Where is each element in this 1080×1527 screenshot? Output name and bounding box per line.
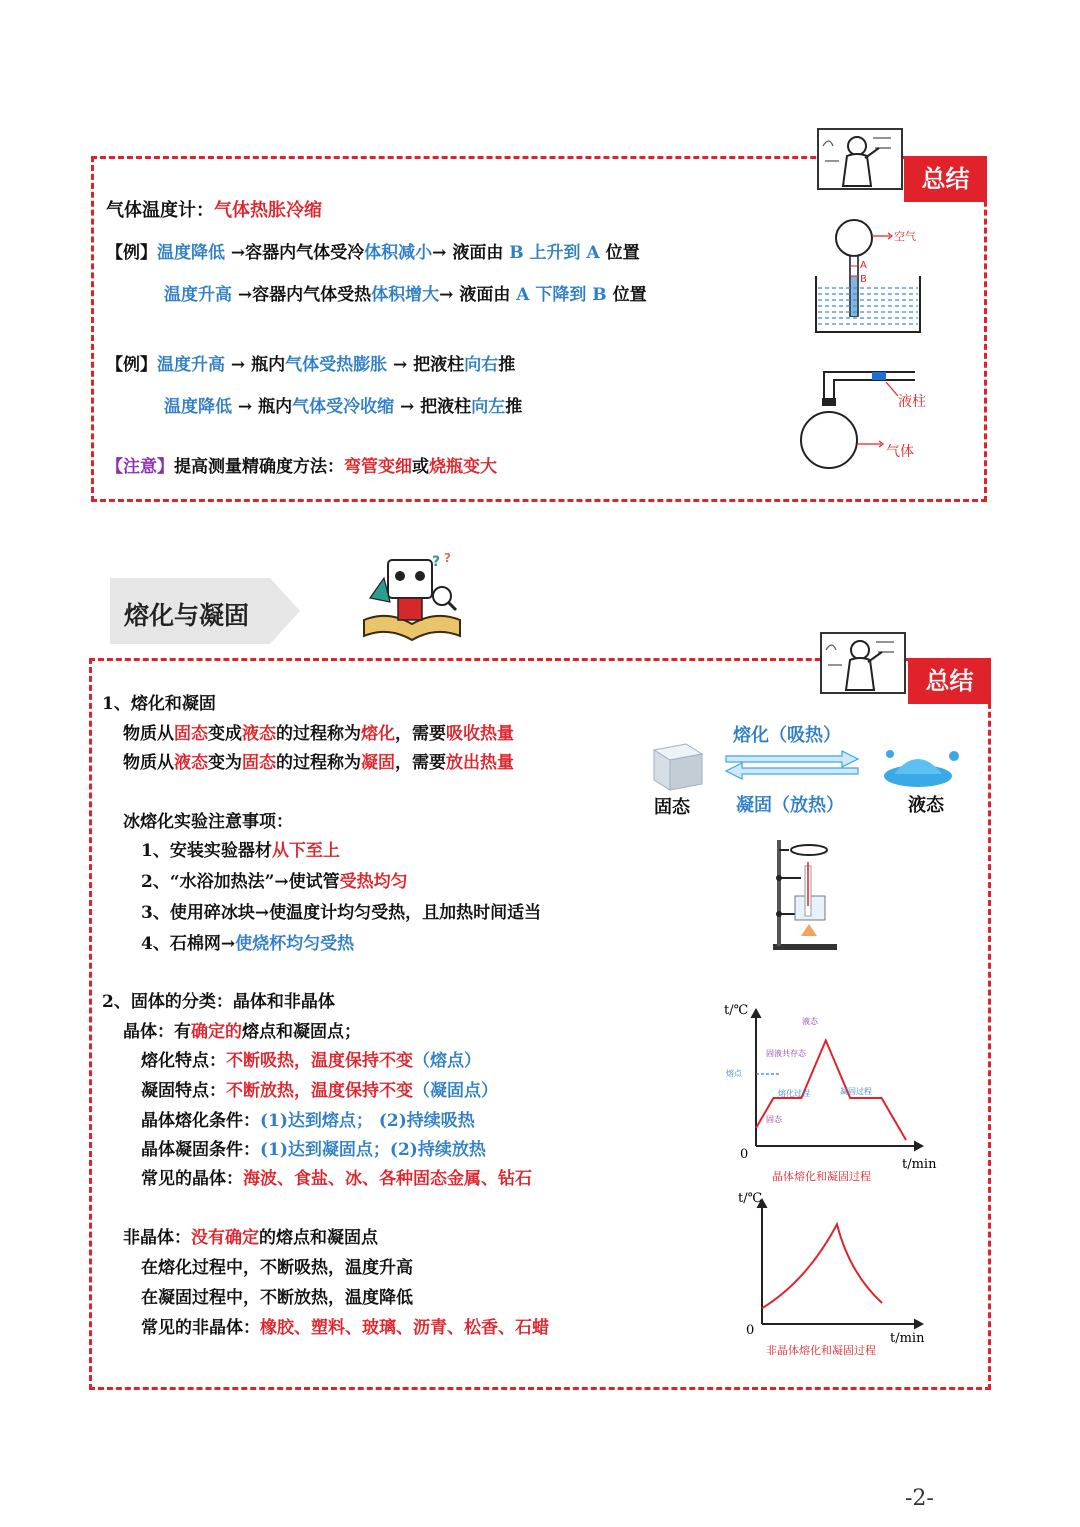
ex-cause: 温度升高	[157, 355, 225, 375]
hl: 液态	[174, 753, 208, 773]
note-a: 弯管变细	[344, 457, 412, 477]
column-label: 液柱	[898, 394, 926, 410]
origin-label: 0	[746, 1323, 755, 1338]
ex-effect: 体积减小	[364, 243, 433, 263]
hl: 受热均匀	[339, 872, 408, 892]
ex-tail: 位置	[605, 243, 640, 263]
section-title-wrap	[110, 578, 300, 644]
hl: 不断放热，温度保持不变	[226, 1081, 413, 1101]
txt: 4、石棉网→	[141, 934, 236, 954]
gas-label: 气体	[886, 444, 914, 460]
ex-step: → 瓶内	[237, 397, 293, 417]
txt: 熔化特点：	[141, 1051, 226, 1071]
hl: (1)达到熔点； (2)持续吸热	[260, 1111, 475, 1131]
gas-thermometer-heading	[106, 199, 322, 223]
txt: 的过程称为	[276, 724, 361, 744]
annot-melting: 熔化过程	[778, 1089, 810, 1098]
ex-step: → 瓶内	[230, 355, 286, 375]
chart-title: 非晶体熔化和凝固过程	[766, 1344, 876, 1357]
freeze-text: 凝固（放热）	[736, 795, 844, 816]
chart-title: 晶体熔化和凝固过程	[772, 1170, 871, 1183]
hl: 橡胶、塑料、玻璃、沥青、松香、石蜡	[260, 1318, 549, 1338]
ice-note-3	[141, 901, 541, 925]
note-row	[106, 455, 497, 479]
amorphous-def	[123, 1226, 378, 1250]
ex-step: → 把液柱	[400, 397, 472, 417]
txt: 变为	[208, 753, 242, 773]
svg-text:?: ?	[444, 551, 451, 565]
ice-note-2	[141, 870, 408, 894]
page-number: -2-	[905, 1486, 934, 1511]
hl: 液态	[242, 724, 276, 744]
hl: (1)达到凝固点；(2)持续放热	[260, 1140, 486, 1160]
ice-note-4	[141, 932, 354, 956]
annot-melting-point: 熔点	[726, 1069, 742, 1078]
txt: 的过程称为	[276, 753, 361, 773]
amorphous-freeze: 在凝固过程中，不断放热，温度降低	[141, 1288, 413, 1308]
ice-note-1	[141, 839, 340, 863]
water-bath-apparatus	[765, 836, 845, 954]
x-axis-label: t/min	[902, 1157, 937, 1172]
ex-cause: 温度降低	[164, 397, 232, 417]
svg-text:?: ?	[432, 554, 441, 570]
txt: 常见的非晶体：	[141, 1318, 260, 1338]
ice-exp-title: 冰熔化实验注意事项：	[123, 812, 293, 832]
txt: 常见的晶体：	[141, 1169, 243, 1189]
ex-cause: 温度降低	[157, 243, 225, 263]
hl: 确定的	[191, 1022, 242, 1042]
note-tag: 【注意】	[106, 457, 174, 477]
example2-row1	[106, 353, 515, 377]
txt: ，需要	[395, 724, 446, 744]
x-axis-label: t/min	[890, 1331, 925, 1346]
teacher-whiteboard-icon	[818, 630, 908, 700]
hl: 使烧杯均匀受热	[235, 934, 355, 954]
ex-result: A 下降到 B	[516, 285, 607, 305]
hl: 固态	[174, 724, 208, 744]
common-crystals	[141, 1167, 532, 1191]
txt: ，需要	[395, 753, 446, 773]
example-tag: 【例】	[106, 243, 157, 263]
example1-row2	[164, 283, 647, 307]
state-change-diagram	[640, 720, 980, 820]
txt: 物质从	[123, 753, 174, 773]
mark-a: A	[860, 260, 867, 271]
s1-title: 1、熔化和凝固	[102, 694, 216, 714]
heading-label: 气体温度计：	[106, 200, 214, 221]
flask-tube-diagram	[800, 352, 950, 477]
ex-step: →容器内气体受热	[237, 285, 372, 305]
hl: 不断吸热，温度保持不变	[226, 1051, 413, 1071]
common-amorphous	[141, 1316, 549, 1340]
txt: 2、“水浴加热法”→使试管	[141, 872, 340, 892]
hl: 从下至上	[271, 841, 340, 861]
teacher-whiteboard-icon	[815, 126, 905, 196]
hl: 放出热量	[446, 753, 514, 773]
summary-badge: 总结	[908, 658, 991, 704]
txt: 晶体：有	[123, 1022, 191, 1042]
example2-row2	[164, 395, 522, 419]
ex-tail: 位置	[612, 285, 647, 305]
hl: 吸收热量	[446, 724, 514, 744]
hl: 海波、食盐、冰、各种固态金属、钻石	[243, 1169, 532, 1189]
amorphous-melting-chart	[720, 1184, 950, 1364]
melt-label: 熔化（吸热）	[733, 725, 841, 746]
heading-value: 气体热胀冷缩	[214, 200, 322, 221]
txt: 变成	[208, 724, 242, 744]
liquid-label: 液态	[908, 795, 944, 816]
note-text: 提高测量精确度方法：	[174, 457, 344, 477]
gas-thermometer-diagram	[810, 216, 930, 336]
ex-step: → 把液柱	[393, 355, 465, 375]
solid-label: 固态	[654, 797, 690, 818]
ex-result: 向左	[471, 397, 506, 417]
ex-tail: 推	[505, 397, 523, 417]
water-lines	[818, 288, 918, 324]
freeze-condition	[141, 1138, 486, 1162]
hl: 熔化	[361, 724, 395, 744]
book-mascot-icon	[360, 550, 465, 645]
txt: 非晶体：	[123, 1228, 191, 1248]
ex-effect: 气体受热膨胀	[285, 355, 388, 375]
ex-step: → 液面由	[432, 243, 504, 263]
hl2: （凝固点）	[413, 1081, 498, 1101]
hl2: （熔点）	[413, 1051, 481, 1071]
water-drop-icon	[880, 744, 966, 790]
temperature-curve	[762, 1224, 882, 1308]
ex-result: 向右	[464, 355, 499, 375]
annot-liquid: 液态	[802, 1017, 818, 1026]
annot-freezing: 凝固过程	[840, 1087, 872, 1096]
section-title: 熔化与凝固	[124, 601, 250, 630]
annot-coexist: 固液共存态	[766, 1049, 806, 1058]
amorphous-melt: 在熔化过程中，不断吸热，温度升高	[141, 1258, 413, 1278]
y-axis-label: t/℃	[724, 1003, 749, 1018]
ex-effect: 体积增大	[371, 285, 440, 305]
note-or: 或	[412, 457, 429, 477]
annot-solid: 固态	[766, 1115, 782, 1124]
crystal-melting-chart	[720, 996, 950, 1186]
y-axis-label: t/℃	[738, 1191, 763, 1206]
ex-step: →容器内气体受冷	[230, 243, 365, 263]
ice-cube-icon	[646, 740, 706, 792]
txt: 晶体凝固条件：	[141, 1140, 260, 1160]
summary-badge: 总结	[904, 156, 987, 202]
mark-b: B	[860, 274, 867, 285]
txt: 3、使用碎冰块→使温度计均匀受热，且加热时间适当	[141, 903, 542, 923]
melt-condition	[141, 1109, 475, 1133]
txt: 物质从	[123, 724, 174, 744]
txt: 1、安装实验器材	[141, 841, 272, 861]
hl: 凝固	[361, 753, 395, 773]
hl: 固态	[242, 753, 276, 773]
example1-row1	[106, 241, 640, 265]
ex-effect: 气体受冷收缩	[292, 397, 395, 417]
crystal-def	[123, 1020, 361, 1044]
definition-melting	[123, 722, 514, 746]
hl: 没有确定	[191, 1228, 259, 1248]
air-label: 空气	[894, 230, 916, 243]
txt: 凝固特点：	[141, 1081, 226, 1101]
melt-feature	[141, 1049, 481, 1073]
note-b: 烧瓶变大	[429, 457, 497, 477]
definition-freezing	[123, 751, 514, 775]
ex-tail: 推	[498, 355, 516, 375]
ex-result: B 上升到 A	[509, 243, 600, 263]
txt: 晶体熔化条件：	[141, 1111, 260, 1131]
txt: 熔点和凝固点；	[242, 1022, 361, 1042]
freeze-label	[736, 794, 844, 818]
ex-step: → 液面由	[439, 285, 511, 305]
freeze-feature	[141, 1079, 498, 1103]
origin-label: 0	[740, 1147, 749, 1162]
ex-cause: 温度升高	[164, 285, 232, 305]
example-tag: 【例】	[106, 355, 157, 375]
s2-title: 2、固体的分类：晶体和非晶体	[102, 992, 335, 1012]
double-arrow-icon	[722, 750, 862, 780]
txt: 的熔点和凝固点	[259, 1228, 378, 1248]
